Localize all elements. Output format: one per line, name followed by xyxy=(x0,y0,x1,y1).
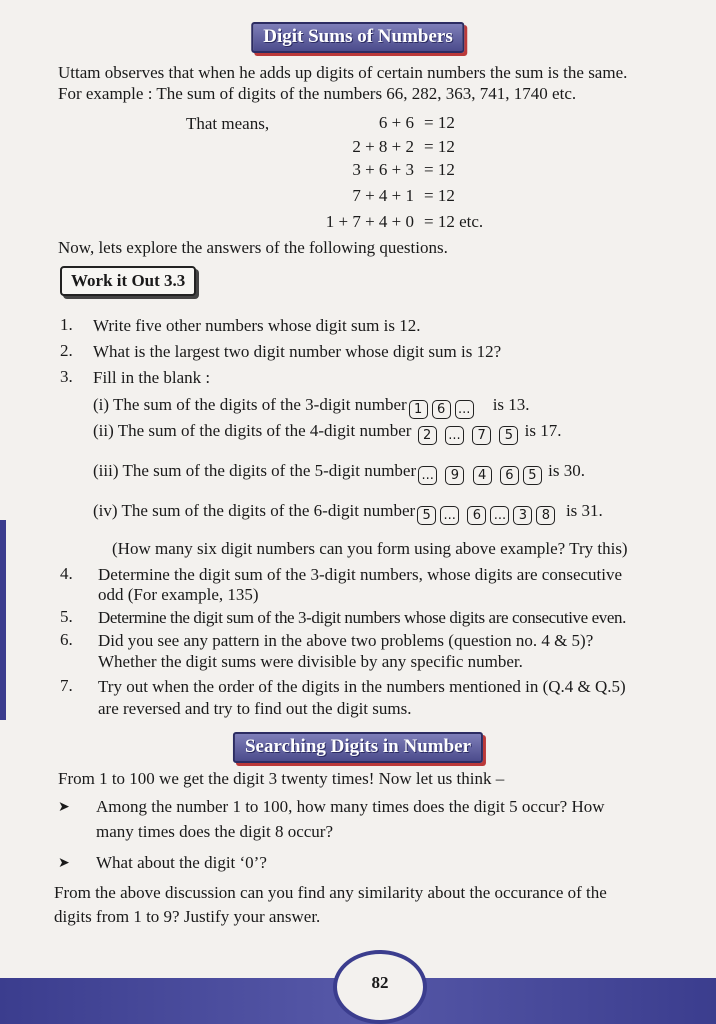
question-number: 6. xyxy=(60,630,73,649)
blank-row-i xyxy=(93,394,530,419)
equation-rhs: = 12 xyxy=(424,137,455,156)
digit-box: 8 xyxy=(536,506,555,525)
blank-text: The sum of the digits of the 5-digit number xyxy=(122,461,417,480)
digit-box: 1 xyxy=(409,400,428,419)
equation-row xyxy=(292,186,455,206)
question-4-line-2: odd (For example, 135) xyxy=(98,585,259,604)
explore-line: Now, lets explore the answers of the following questions. xyxy=(58,238,448,257)
digit-box-blank: ... xyxy=(418,466,437,485)
digit-box-blank: ... xyxy=(455,400,474,419)
digit-box: 3 xyxy=(513,506,532,525)
digit-box: 9 xyxy=(445,466,464,485)
digit-box: 7 xyxy=(472,426,491,445)
equation-lhs: 2 + 8 + 2 xyxy=(352,137,414,156)
page-number: 82 xyxy=(333,950,427,1024)
equation-lhs: 6 + 6 xyxy=(378,113,414,132)
blank-row-iii xyxy=(93,460,585,485)
blank-tail: is 17. xyxy=(524,421,562,440)
blank-tail: is 31. xyxy=(565,501,603,520)
blank-number: (i) xyxy=(93,395,110,414)
intro-line-1: Uttam observes that when he adds up digits of certain numbers the sum is the same. xyxy=(58,63,628,82)
question-4-line-1: Determine the digit sum of the 3-digit numbers, whose digits are consecutive xyxy=(98,565,623,584)
question-number: 7. xyxy=(60,676,73,695)
equation-row xyxy=(292,113,455,133)
blank-tail: is 30. xyxy=(548,461,585,480)
intro-line-2: For example : The sum of digits of the numbers 66, 282, 363, 741, 1740 etc. xyxy=(58,84,577,103)
blank-number: (iii) xyxy=(93,461,119,480)
digit-box: 6 xyxy=(500,466,519,485)
digit-box: 5 xyxy=(417,506,436,525)
blank-number: (ii) xyxy=(93,421,114,440)
bullet-2-text: What about the digit ‘0’? xyxy=(96,853,267,872)
closing-line-1: From the above discussion can you find any similarity about the occurance of the xyxy=(54,883,607,902)
question-number: 5. xyxy=(60,607,73,626)
section-heading-searching-digits: Searching Digits in Number xyxy=(233,732,483,763)
bullet-arrow-icon: ➤ xyxy=(58,800,70,815)
digit-box-blank: ... xyxy=(490,506,509,525)
question-6-line-2: Whether the digit sums were divisible by any specific number. xyxy=(98,652,523,671)
section-heading-digit-sums: Digit Sums of Numbers xyxy=(251,22,464,53)
question-number: 2. xyxy=(60,341,73,360)
question-7-line-2: are reversed and try to find out the digit sums. xyxy=(98,699,412,718)
six-digit-note: (How many six digit numbers can you form using above example? Try this) xyxy=(112,539,628,558)
blank-text: The sum of the digits of the 3-digit number xyxy=(113,395,407,414)
digit-box: 5 xyxy=(523,466,542,485)
question-number: 4. xyxy=(60,564,73,583)
blank-row-ii xyxy=(93,420,562,445)
equation-rhs: = 12 xyxy=(424,160,455,179)
equation-row xyxy=(292,212,483,232)
blank-row-iv xyxy=(93,500,603,525)
equation-lhs: 7 + 4 + 1 xyxy=(352,186,414,205)
equation-lhs: 3 + 6 + 3 xyxy=(352,160,414,179)
question-number: 3. xyxy=(60,367,73,386)
bullet-1-line-2: many times does the digit 8 occur? xyxy=(96,822,333,841)
section2-intro: From 1 to 100 we get the digit 3 twenty times! Now let us think – xyxy=(58,769,505,788)
equation-row xyxy=(292,137,455,157)
blank-number: (iv) xyxy=(93,501,118,520)
digit-box: 6 xyxy=(432,400,451,419)
digit-box: 5 xyxy=(499,426,518,445)
digit-box: 4 xyxy=(473,466,492,485)
equation-lhs: 1 + 7 + 4 + 0 xyxy=(325,212,414,231)
digit-box-blank: ... xyxy=(440,506,459,525)
question-5-text: Determine the digit sum of the 3-digit numbers whose digits are consecutive even. xyxy=(98,608,626,627)
digit-box-blank: ... xyxy=(445,426,464,445)
question-7-line-1: Try out when the order of the digits in the numbers mentioned in (Q.4 & Q.5) xyxy=(98,677,626,696)
question-number: 1. xyxy=(60,315,73,334)
question-1-text: Write five other numbers whose digit sum is 12. xyxy=(93,316,421,335)
that-means-label: That means, xyxy=(186,114,270,133)
closing-line-2: digits from 1 to 9? Justify your answer. xyxy=(54,907,321,926)
equation-rhs: = 12 xyxy=(424,113,455,132)
digit-box: 2 xyxy=(418,426,437,445)
work-it-out-label: Work it Out 3.3 xyxy=(60,266,196,296)
blank-text: The sum of the digits of the 6-digit number xyxy=(121,501,416,520)
blank-text: The sum of the digits of the 4-digit number xyxy=(117,421,412,440)
question-2-text: What is the largest two digit number whose digit sum is 12? xyxy=(93,342,502,361)
blank-tail: is 13. xyxy=(492,395,530,414)
page-edge-bar xyxy=(0,520,6,720)
equation-row xyxy=(292,160,455,180)
bullet-1-line-1: Among the number 1 to 100, how many times does the digit 5 occur? How xyxy=(96,797,605,816)
equation-rhs: = 12 xyxy=(424,186,455,205)
question-3-text: Fill in the blank : xyxy=(93,368,211,387)
equation-rhs: = 12 etc. xyxy=(424,212,484,231)
digit-box: 6 xyxy=(467,506,486,525)
question-6-line-1: Did you see any pattern in the above two problems (question no. 4 & 5)? xyxy=(98,631,594,650)
bullet-arrow-icon: ➤ xyxy=(58,856,70,871)
